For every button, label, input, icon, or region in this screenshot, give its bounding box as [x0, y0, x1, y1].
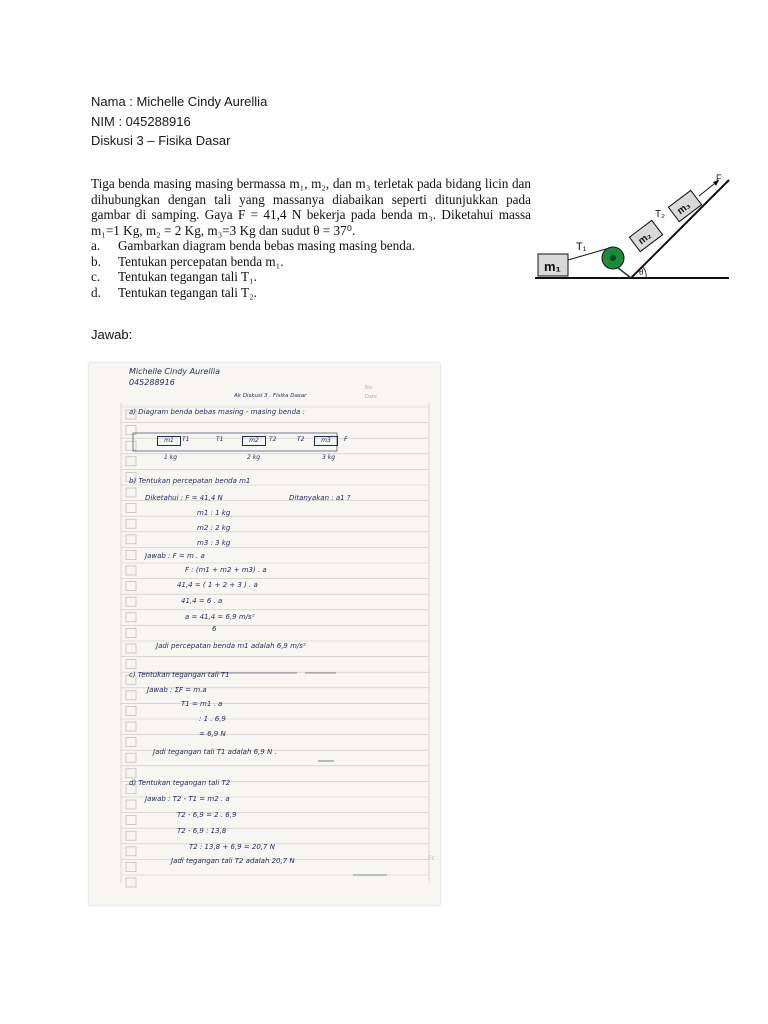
angle-arc	[643, 267, 646, 278]
sheet-nim: 045288916	[129, 378, 175, 387]
part-c-result: Jadi tegangan tali T1 adalah 6,9 N .	[153, 748, 277, 756]
option-letter: d.	[91, 284, 101, 300]
margin-checkbox	[126, 722, 136, 731]
block-m3-label: m₃	[675, 200, 693, 218]
fbd-mass1: 1 kg	[164, 454, 178, 461]
problem-option-b	[91, 254, 531, 270]
sheet-date-label: Date	[365, 394, 377, 400]
block-m3-group	[668, 190, 701, 221]
part-b-result: Jadi percepatan benda m1 adalah 6,9 m/s²	[156, 642, 306, 650]
part-c-line3: = 6,9 N	[199, 730, 226, 738]
margin-checkbox	[126, 691, 136, 700]
part-c-line2: : 1 . 6,9	[199, 715, 226, 723]
problem-statement	[91, 176, 531, 300]
student-name: Nama : Michelle Cindy Aurellia	[91, 94, 268, 109]
part-b-diketahui: Diketahui : F = 41,4 N	[145, 494, 223, 502]
t2-label: T₂	[655, 209, 665, 220]
part-b-line2: 41,4 = ( 1 + 2 + 3 ) . a	[177, 581, 258, 589]
part-b-line5: 6	[212, 625, 217, 633]
sheet-page-mark: Fc	[428, 855, 435, 862]
margin-checkbox	[126, 831, 136, 840]
fbd-t1-left: T1	[216, 436, 224, 443]
block-m1-label: m₁	[544, 259, 561, 274]
student-header	[91, 92, 267, 151]
margin-checkbox	[126, 597, 136, 606]
sheet-name: Michelle Cindy Aurellia	[129, 367, 220, 376]
margin-checkbox	[126, 878, 136, 887]
margin-checkbox	[126, 441, 136, 450]
part-d-jawab: Jawab : T2 - T1 = m2 . a	[145, 795, 230, 803]
block-m2-group	[629, 220, 662, 251]
problem-option-c	[91, 269, 531, 285]
margin-checkbox	[126, 816, 136, 825]
option-text: Tentukan tegangan tali T₁.	[118, 269, 257, 284]
discussion-title: Diskusi 3 – Fisika Dasar	[91, 133, 231, 148]
margin-checkbox	[126, 847, 136, 856]
margin-checkbox	[126, 706, 136, 715]
part-a-title: a) Diagram benda bebas masing - masing benda :	[129, 408, 305, 416]
margin-checkbox	[126, 644, 136, 653]
incline-figure	[533, 172, 733, 284]
option-text: Tentukan percepatan benda m₁.	[118, 253, 284, 269]
fbd-t2-left: T2	[297, 436, 305, 443]
margin-checkbox	[126, 628, 136, 637]
margin-checkbox	[126, 613, 136, 622]
margin-checkbox	[126, 769, 136, 778]
sheet-no-label: No.	[365, 385, 374, 391]
pulley-axle	[610, 255, 616, 261]
part-d-line3: T2 : 13,8 + 6,9 = 20,7 N	[189, 843, 275, 851]
sheet-title: Ak Diskusi 3 . Fisika Dasar	[234, 393, 307, 399]
fbd-m1: m1	[157, 436, 181, 446]
problem-option-a	[91, 238, 531, 254]
part-b-jawab: Jawab : F = m . a	[145, 552, 205, 560]
part-b-title: b) Tentukan percepatan benda m1	[129, 477, 251, 485]
t1-label: T₁	[576, 241, 587, 253]
jawab-label: Jawab:	[91, 327, 133, 342]
part-d-result: Jadi tegangan tali T2 adalah 20,7 N	[171, 857, 295, 865]
margin-checkbox	[126, 519, 136, 528]
part-b-m2: m2 : 2 kg	[197, 524, 231, 532]
margin-checkbox	[126, 660, 136, 669]
part-b-line4: a = 41,4 = 6,9 m/s²	[185, 613, 255, 621]
part-d-line2: T2 - 6,9 : 13,8	[177, 827, 227, 835]
student-nim: NIM : 045288916	[91, 113, 191, 129]
part-b-line3: 41,4 = 6 . a	[181, 597, 223, 605]
part-c-jawab: Jawab : ΣF = m.a	[147, 686, 207, 694]
angle-label: θ	[639, 267, 644, 277]
fbd-m3: m3	[314, 436, 338, 446]
block-m2-label: m₂	[636, 230, 654, 248]
part-d-line1: T2 - 6,9 = 2 . 6,9	[177, 811, 237, 819]
part-d-title: d) Tentukan tegangan tali T2	[129, 779, 231, 787]
part-c-line1: T1 = m1 . a	[181, 700, 223, 708]
option-text: Tentukan tegangan tali T₂.	[118, 284, 257, 300]
option-letter: a.	[91, 238, 101, 253]
option-text: Gambarkan diagram benda bebas masing masing benda.	[118, 238, 415, 253]
part-b-ditanya: Ditanyakan : a1 ?	[289, 494, 351, 502]
fbd-mass2: 2 kg	[247, 454, 261, 461]
margin-checkbox	[126, 504, 136, 513]
part-b-m1: m1 : 1 kg	[197, 509, 231, 517]
fbd-t1-right: T1	[182, 436, 190, 443]
handwritten-answer-sheet	[89, 363, 440, 905]
margin-checkbox	[126, 800, 136, 809]
margin-checkbox	[126, 862, 136, 871]
part-b-m3: m3 : 3 kg	[197, 539, 231, 547]
part-b-line1: F : (m1 + m2 + m3) . a	[185, 566, 267, 574]
fbd-force: F	[344, 436, 348, 443]
margin-checkbox	[126, 457, 136, 466]
option-letter: b.	[91, 253, 101, 269]
force-label: F	[716, 173, 722, 183]
option-letter: c.	[91, 269, 101, 284]
fbd-mass3: 3 kg	[322, 454, 336, 461]
margin-checkbox	[126, 566, 136, 575]
part-c-title: c) Tentukan tegangan tali T1	[129, 671, 230, 679]
fbd-t2-right: T2	[269, 436, 277, 443]
margin-checkbox	[126, 550, 136, 559]
problem-intro: Tiga benda masing masing bermassa m₁, m₂, dan m₃ terletak pada bidang licin dan dihubungkan dengan tali yang massanya diabaikan seperti ditunjukkan pada gambar di samping. Gaya F = 41,4 N bekerja pada benda m₃. Diketahui massa m₁=1 Kg, m₂ = 2 Kg, m₃=3 Kg dan sudut θ = 37⁰.	[91, 176, 531, 238]
margin-checkbox	[126, 753, 136, 762]
margin-checkbox	[126, 488, 136, 497]
problem-option-d	[91, 285, 531, 301]
margin-checkbox	[126, 582, 136, 591]
fbd-m2: m2	[242, 436, 266, 446]
margin-checkbox	[126, 738, 136, 747]
margin-checkbox	[126, 535, 136, 544]
